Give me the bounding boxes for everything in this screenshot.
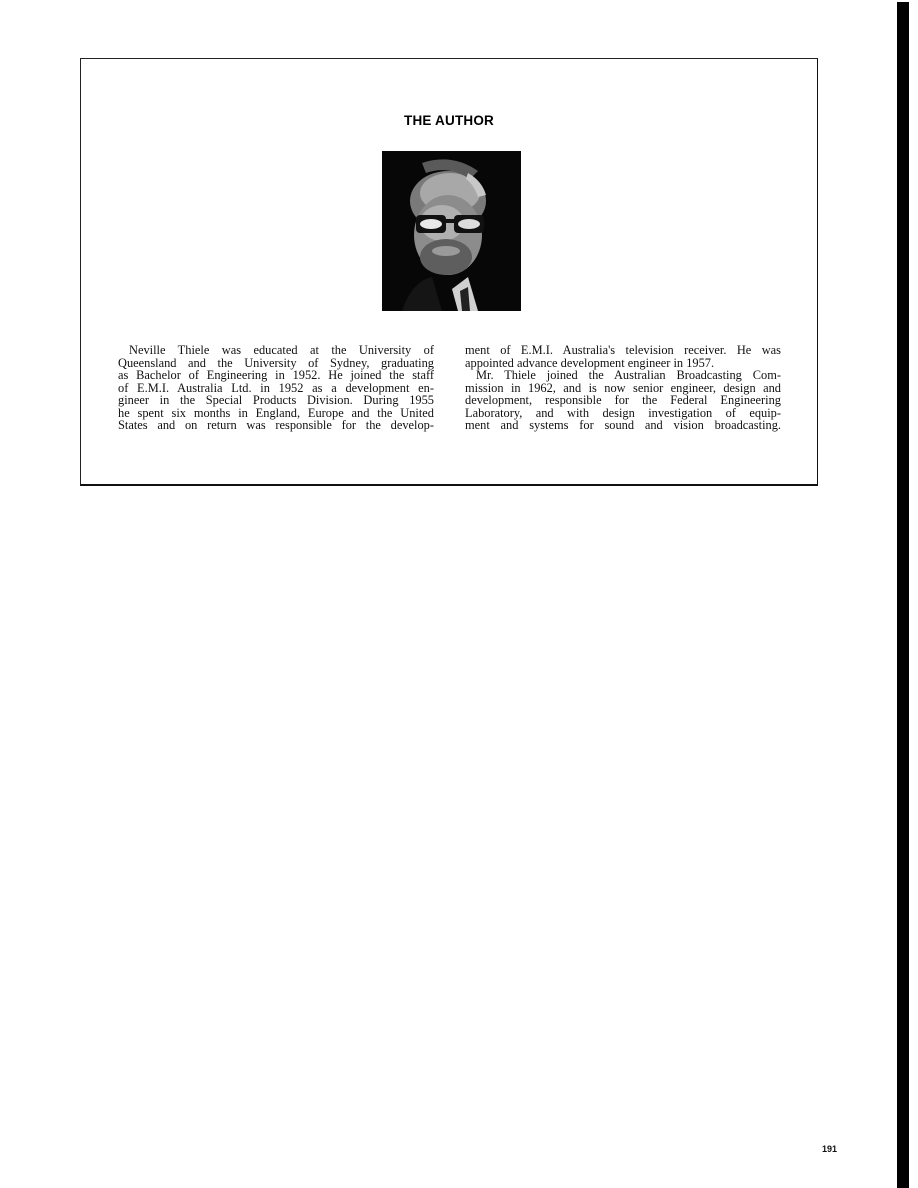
bio-line: he spent six months in England, Europe and the United [118,405,434,420]
bio-line: appointed advance development engineer in 1957. [465,355,715,370]
bio-line: Mr. Thiele joined the Australian Broadcasting Com- [476,368,781,382]
bio-line: as Bachelor of Engineering in 1952. He joined the staff [118,368,434,382]
bio-line: States and on return was responsible for the develop- [118,418,434,432]
bio-line: Laboratory, and with design investigation of equip- [465,405,781,420]
bio-line: ment of E.M.I. Australia's television receiver. He was [465,343,781,357]
biography-right-column [465,344,781,432]
page-number: 191 [822,1144,838,1154]
page-edge-shadow [897,2,909,1188]
bio-line: development, responsible for the Federal Engineering [465,393,781,407]
bio-line: Queensland and the University of Sydney, graduating [118,355,434,370]
author-photo [382,151,521,311]
bio-line: ment and systems for sound and vision broadcasting. [465,418,781,432]
author-box [80,58,818,486]
bio-line: gineer in the Special Products Division. During 1955 [118,393,434,407]
bio-line: mission in 1962, and is now senior engineer, design and [465,380,781,395]
section-title: THE AUTHOR [404,113,494,128]
biography-left-column [118,344,434,432]
bio-line: Neville Thiele was educated at the University of [129,343,434,357]
portrait-image [382,151,521,311]
bio-line: of E.M.I. Australia Ltd. in 1952 as a development en- [118,380,434,395]
